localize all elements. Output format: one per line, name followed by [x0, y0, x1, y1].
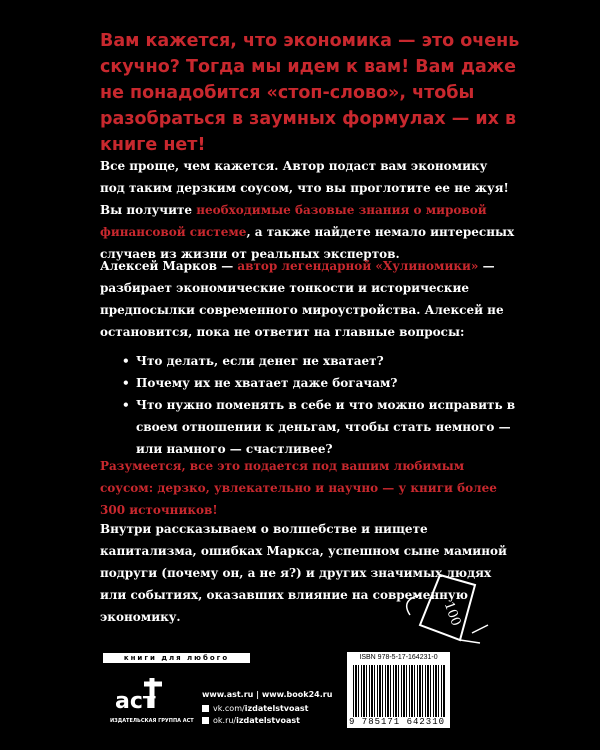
- website-links[interactable]: www.ast.ru | www.book24.ru: [202, 690, 333, 699]
- paragraph-contents: Внутри рассказываем о волшебстве и нищете капитализма, ошибках Маркса, успешном сыне маминой подруги (почему он, а не я?) и других значимых людях или событиях, оказавших влияние на современную экономику.: [100, 522, 507, 624]
- list-item: • Что нужно поменять в себе и что можно исправить в своем отношении к деньгам, чтобы стать немного — или намного — счастливее?: [122, 394, 522, 460]
- list-item: • Что делать, если денег не хватает?: [122, 350, 522, 372]
- text: Все проще, чем кажется. Автор подаст вам экономику под таким дерзким соусом, что вы проглотите ее не жуя! Вы получите: [100, 159, 509, 217]
- svg-text:аст: аст: [115, 689, 156, 714]
- list-item: • Почему их не хватает даже богачам?: [122, 372, 522, 394]
- paragraph-intro: [100, 155, 515, 265]
- isbn: ISBN 978-5-17-164231-0: [359, 654, 438, 661]
- text: — разбирает экономические тонкости и исторические предпосылки современного мироустройства. Алексей не остановится, пока не ответит на главные вопросы:: [100, 259, 504, 339]
- vk-icon: [202, 705, 209, 712]
- ok-icon: [202, 717, 209, 724]
- contact-links: [202, 688, 332, 728]
- publisher-name: ИЗДАТЕЛЬСКАЯ ГРУППА АСТ: [110, 718, 194, 724]
- publisher-logo: [110, 668, 200, 728]
- text: Алексей Марков —: [100, 259, 238, 273]
- headline: Вам кажется, что экономика — это очень скучно? Тогда мы идем к вам! Вам даже не понадобится «стоп-слово», чтобы разобраться в заумных формулах — их в книге нет!: [100, 31, 520, 155]
- barcode: [347, 652, 450, 728]
- vk-link[interactable]: vk.com/izdatelstvoast: [202, 702, 332, 716]
- highlight-text: автор легендарной «Хулиномики»: [237, 259, 479, 273]
- ok-link[interactable]: ok.ru/izdatelstvoast: [202, 714, 332, 728]
- ean-number: 9 785171 642310: [349, 717, 446, 727]
- questions-list: [122, 350, 522, 460]
- barcode-bars: [353, 665, 445, 717]
- ast-logo-icon: [110, 668, 170, 716]
- money-bill-illustration: [400, 555, 490, 650]
- text: , а также найдете немало интересных случаев из жизни от реальных экспертов.: [100, 225, 515, 261]
- paragraph-author: [100, 255, 515, 343]
- bill-label: 100: [440, 599, 464, 629]
- tagline: книги для любого настроения здесь: [103, 653, 250, 663]
- highlight-text: необходимые базовые знания о мировой финансовой системе: [100, 203, 487, 239]
- paragraph-sources: Разумеется, все это подается под вашим любимым соусом: дерзко, увлекательно и научно — у книги более 300 источников!: [100, 459, 497, 517]
